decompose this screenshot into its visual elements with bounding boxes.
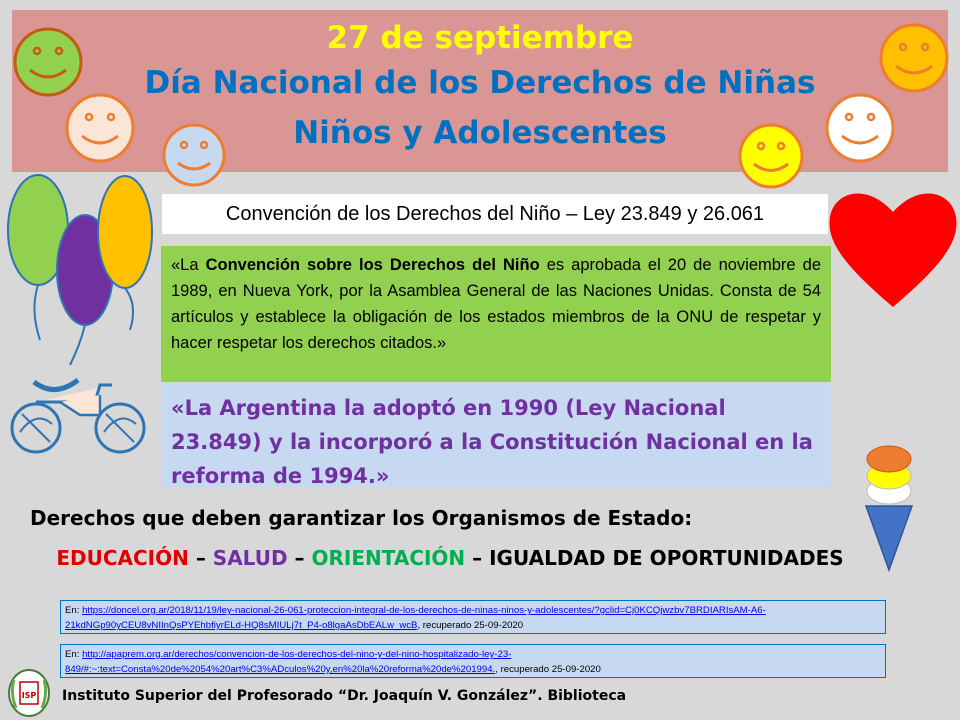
right-equality: IGUALDAD DE OPORTUNIDADES: [489, 546, 844, 570]
balloons-bicycle-illustration: [0, 170, 165, 460]
smiley-icon: [15, 29, 81, 95]
rights-list: [0, 546, 900, 570]
convention-description: [161, 246, 831, 382]
rights-heading: Derechos que deben garantizar los Organismos de Estado:: [30, 506, 693, 530]
smiley-icon: [67, 95, 133, 161]
source-prefix: En:: [65, 649, 83, 660]
right-health: SALUD: [212, 546, 288, 570]
smiley-faces-decoration: [0, 0, 960, 190]
logo-text: ISP: [21, 691, 37, 700]
description-bold: Convención sobre los Derechos del Niño: [205, 256, 540, 274]
source-link-2[interactable]: http://apaprem.org.ar/derechos/convencion-de-los-derechos-del-nino-y-del-nino-hospitalizado-ley-23-849/#:~:text=Consta%20de%2054%20art%C3%ADculos%20y,en%20la%20reforma%20de%201994.: [65, 649, 512, 675]
description-text: es aprobada el 20 de noviembre de 1989, en Nueva York, por la Asamblea General de las Naciones Unidas. Consta de 54 artículos y establece la obligación de los estados miembros de la ONU de respetar y hacer respetar los derechos citados.»: [171, 256, 821, 352]
heart-icon: [826, 182, 960, 312]
convention-title: Convención de los Derechos del Niño – Ley 23.849 y 26.061: [162, 194, 828, 234]
bicycle-icon: [12, 380, 144, 452]
right-education: EDUCACIÓN: [56, 546, 189, 570]
source-suffix: , recuperado 25-09-2020: [417, 620, 524, 631]
title-line-1: Día Nacional de los Derechos de Niñas: [144, 65, 816, 101]
rights-separator: –: [465, 546, 490, 570]
date-heading: 27 de septiembre: [326, 20, 634, 56]
source-box-2: [60, 644, 886, 678]
title-line-2: Niños y Adolescentes: [293, 115, 667, 151]
footer-credit: Instituto Superior del Profesorado “Dr. Joaquín V. González”. Biblioteca: [62, 688, 627, 704]
smiley-icon: [881, 25, 947, 91]
smiley-icon: [740, 125, 802, 187]
source-prefix: En:: [65, 605, 83, 616]
argentina-quote: «La Argentina la adoptó en 1990 (Ley Nacional 23.849) y la incorporó a la Constitución Nacional en la reforma de 1994.»: [161, 383, 831, 487]
rights-separator: –: [188, 546, 213, 570]
rights-separator: –: [287, 546, 312, 570]
right-orientation: ORIENTACIÓN: [311, 546, 466, 570]
description-open: «La: [171, 256, 206, 274]
smiley-icon: [164, 125, 224, 185]
institute-logo-icon: [6, 668, 52, 718]
smiley-icon: [827, 95, 893, 161]
source-box-1: [60, 600, 886, 634]
source-suffix: , recuperado 25-09-2020: [495, 664, 601, 675]
source-link-1[interactable]: https://doncel.org.ar/2018/11/19/ley-nacional-26-061-proteccion-integral-de-los-derechos-de-ninas-ninos-y-adolescentes/?gclid=Cj0KCQjwzbv7BRDIARIsAM-A6-21kdNGp90yCEU8vNIInQsPYEhbfiyrELd-HQ8sMIULj7t_P4-o8lgaAsDbEALw_wcB: [65, 605, 766, 631]
